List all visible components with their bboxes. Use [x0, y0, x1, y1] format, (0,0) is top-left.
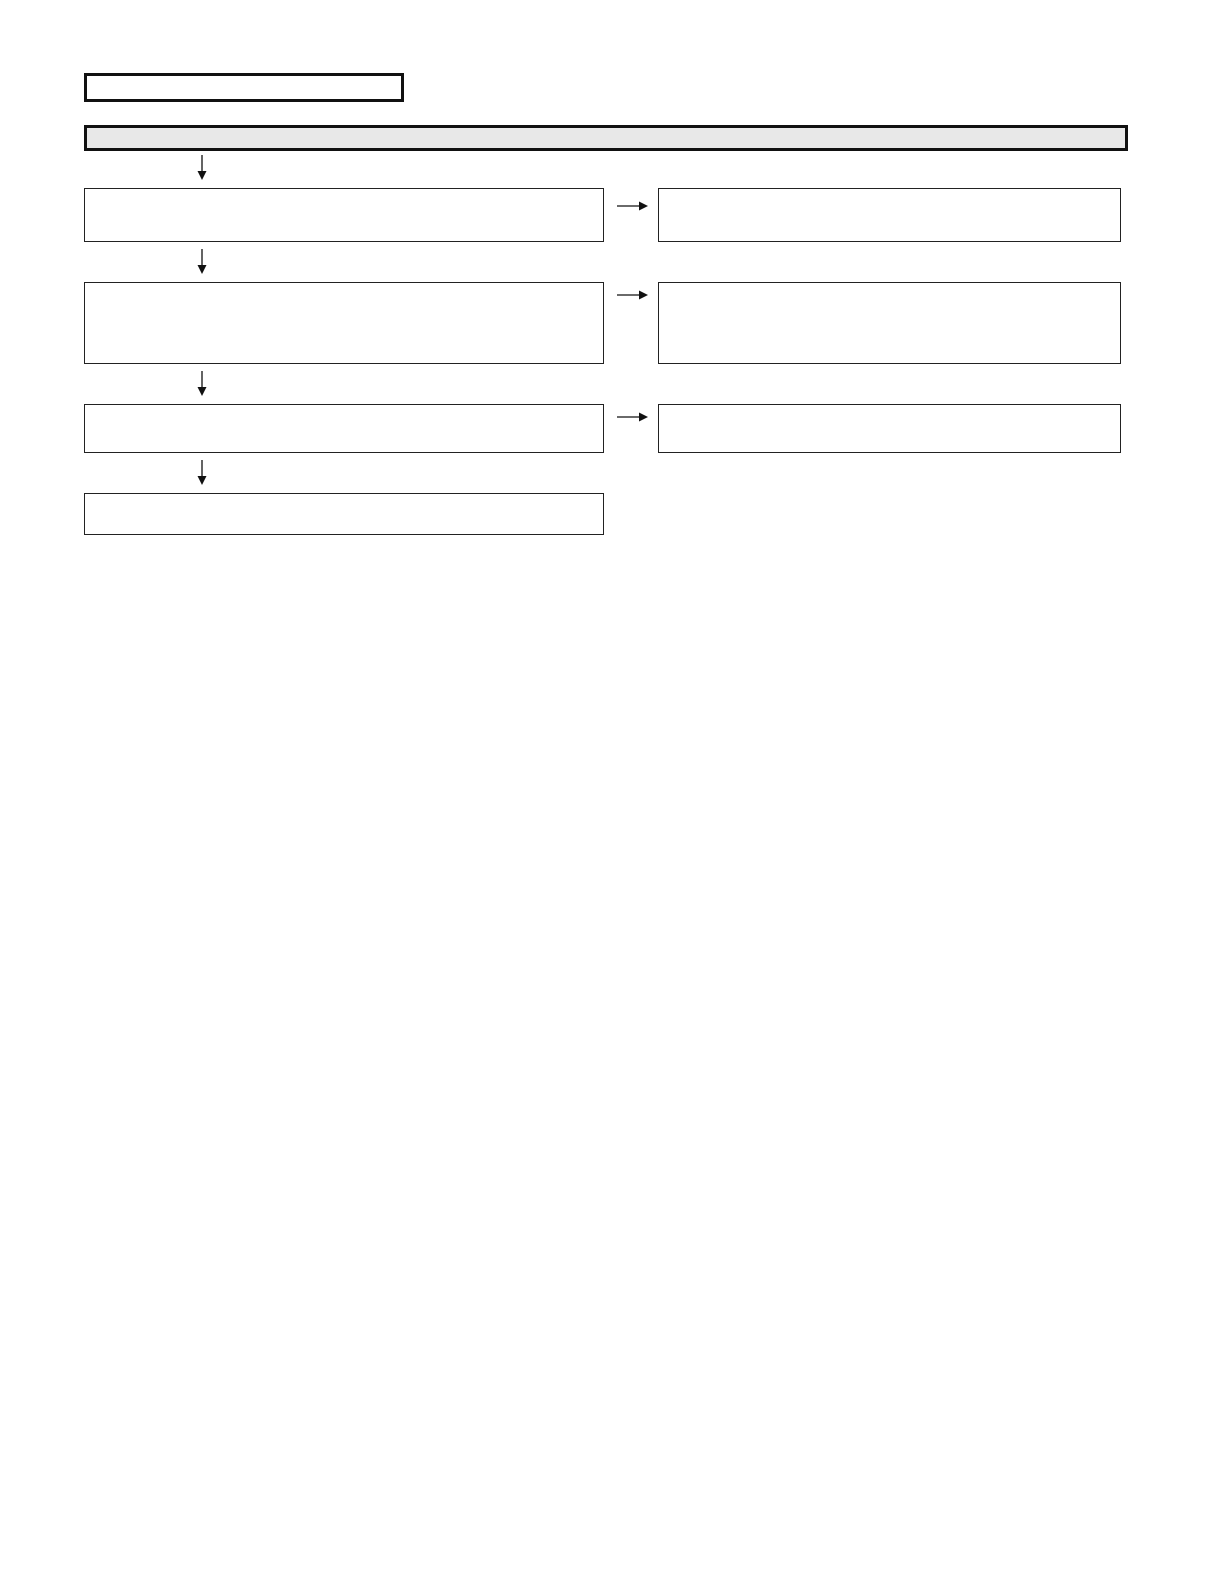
flow-step-2 [84, 282, 604, 364]
side-step-1 [658, 188, 1121, 242]
down-arrow-icon [196, 460, 208, 486]
down-arrow-icon [196, 249, 208, 275]
right-arrow-icon [617, 200, 649, 212]
flow-step-1 [84, 188, 604, 242]
down-arrow-icon [196, 371, 208, 397]
flow-step-3 [84, 404, 604, 453]
header-bar [84, 125, 1128, 151]
down-arrow-icon [196, 155, 208, 181]
title-box [84, 73, 404, 102]
flow-step-4 [84, 493, 604, 535]
right-arrow-icon [617, 411, 649, 423]
right-arrow-icon [617, 289, 649, 301]
side-step-2 [658, 282, 1121, 364]
side-step-3 [658, 404, 1121, 453]
